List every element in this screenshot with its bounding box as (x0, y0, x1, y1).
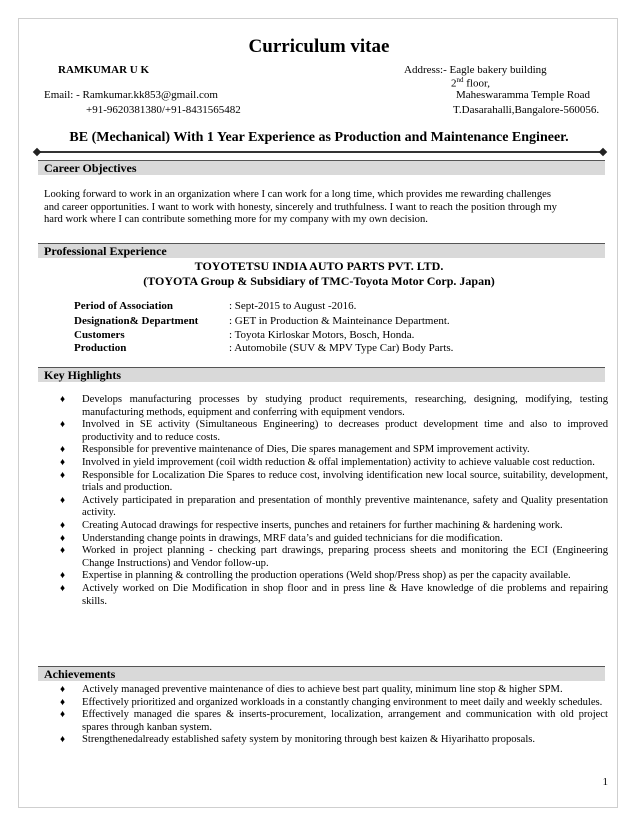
bullet-diamond-icon: ♦ (60, 570, 66, 582)
highlights-heading: Key Highlights (44, 368, 122, 382)
list-item: ♦ Effectively prioritized and organized workloads in a constantly changing environment to meet daily and weekly schedules. (60, 696, 603, 708)
period-value: : Sept-2015 to August -2016. (229, 300, 357, 312)
customers-label: Customers (74, 329, 125, 341)
list-item: ♦ Strengthenedalready established safety system by monitoring through best kaizen & Hiyarihatto proposals. (60, 734, 536, 746)
bullet-diamond-icon: ♦ (60, 709, 66, 721)
bullet-diamond-icon: ♦ (60, 444, 66, 456)
list-item: ♦ Responsible for Localization Die Spares to reduce cost, involving identification new local source, suitability, development, trials and production. (60, 469, 608, 494)
address-line-2: 2nd floor, (451, 76, 490, 90)
list-item: ♦ Responsible for preventive maintenance of Dies, Die spares management and SPM improvement activity. (60, 444, 530, 456)
bullet-diamond-icon: ♦ (60, 684, 66, 695)
production-label: Production (74, 342, 127, 354)
document-title: Curriculum vitae (248, 36, 390, 57)
list-item: ♦ Actively participated in preparation and presentation of monthly preventive maintenance, safety and Quality presentation activity. (60, 494, 608, 519)
address-line-4: T.Dasarahalli,Bangalore-560056. (453, 104, 600, 116)
bullet-diamond-icon: ♦ (60, 494, 66, 506)
career-heading: Career Objectives (44, 161, 137, 175)
list-item: ♦ Develops manufacturing processes by studying product requirements, researching, designing, modifying, testing manufacturing methods, equipment and conferring with equipment vendors. (60, 394, 608, 418)
divider-line (38, 151, 603, 153)
list-item: ♦ Actively worked on Die Modification in shop floor and in press line & Have knowledge of die problems and repairing skills. (60, 582, 608, 607)
achievements-section-bar (38, 666, 605, 681)
achievements-list (60, 684, 608, 747)
list-item: ♦ Creating Autocad drawings for respective inserts, punches and retainers for further machining & hardening work. (60, 519, 563, 531)
bullet-diamond-icon: ♦ (60, 519, 66, 531)
experience-heading: Professional Experience (44, 244, 167, 258)
customers-value: : Toyota Kirloskar Motors, Bosch, Honda. (229, 329, 415, 341)
career-line: hard work where I can contribute something more for my company with my own decision. (44, 214, 428, 225)
designation-label: Designation& Department (74, 315, 199, 327)
list-item: ♦ Effectively managed die spares & inserts-procurement, localization, arrangement and communication with old project spares through kanban system. (60, 709, 608, 733)
career-objective-text (44, 189, 602, 227)
email-line: Email: - Ramkumar.kk853@gmail.com (44, 89, 218, 101)
period-label: Period of Association (74, 300, 173, 312)
bullet-diamond-icon: ♦ (60, 456, 66, 468)
list-item: ♦ Worked in project planning - checking part drawings, preparing process sheets and monitoring the ECI (Engineering Change Instructions) and Vendor follow-up. (60, 545, 608, 569)
address-line-1: Address:- Eagle bakery building (404, 64, 547, 76)
designation-value: : GET in Production & Mainteinance Department. (229, 315, 450, 327)
bullet-diamond-icon: ♦ (60, 394, 66, 405)
degree-headline: BE (Mechanical) With 1 Year Experience as Production and Maintenance Engineer. (69, 130, 569, 145)
phone-line: +91-9620381380/+91-8431565482 (86, 104, 241, 116)
list-item: ♦ Involved in SE activity (Simultaneous Engineering) to decreases product development time and also to improved productivity and to reduce costs. (60, 419, 608, 443)
career-line: and career opportunities. I want to work with honesty, sincerely and truthfulness. I want to reach the position through my (44, 201, 557, 213)
bullet-diamond-icon: ♦ (60, 469, 66, 481)
highlights-list (60, 394, 608, 608)
candidate-name: RAMKUMAR U K (58, 64, 150, 76)
list-item: ♦ Actively managed preventive maintenance of dies to achieve best part quality, minimum line stop & higher SPM. (60, 684, 563, 695)
bullet-diamond-icon: ♦ (60, 545, 66, 557)
production-value: : Automobile (SUV & MPV Type Car) Body Parts. (229, 342, 454, 354)
address-line-3: Maheswaramma Temple Road (456, 89, 591, 101)
bullet-diamond-icon: ♦ (60, 419, 66, 431)
achievements-heading: Achievements (44, 667, 116, 681)
bullet-diamond-icon: ♦ (60, 696, 66, 708)
list-item: ♦ Involved in yield improvement (coil width reduction & offal implementation) activity to achieve valuable cost reduction. (60, 456, 595, 468)
list-item: ♦ Understanding change points in drawings, MRF data’s and guided technicians for die modification. (60, 532, 503, 544)
company-group: (TOYOTA Group & Subsidiary of TMC-Toyota Motor Corp. Japan) (143, 274, 495, 288)
list-item: ♦ Expertise in planning & controlling the production operations (Weld shop/Press shop) as per the capacity available. (60, 570, 571, 582)
career-line: Looking forward to work in an organization where I can work for a long time, which provides me rewarding challenges (44, 189, 551, 200)
bullet-diamond-icon: ♦ (60, 532, 66, 544)
bullet-diamond-icon: ♦ (60, 582, 66, 594)
page-number: 1 (602, 776, 608, 788)
company-name: TOYOTETSU INDIA AUTO PARTS PVT. LTD. (194, 259, 444, 273)
bullet-diamond-icon: ♦ (60, 734, 66, 746)
highlights-section-bar (38, 367, 605, 382)
